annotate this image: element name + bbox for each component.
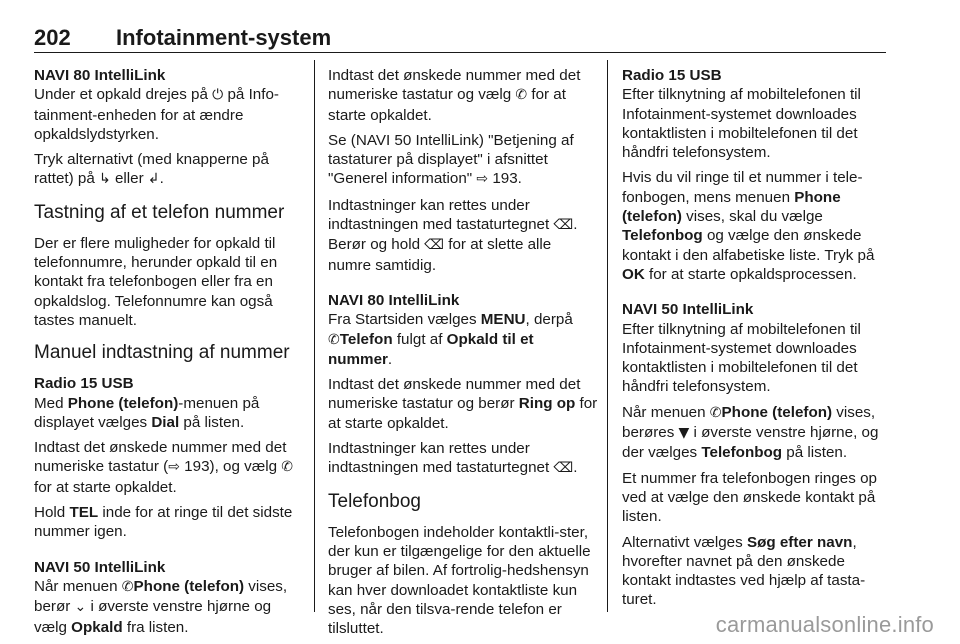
paragraph: Med Phone (telefon)-menuen på displayet vælges Dial på listen. bbox=[34, 394, 260, 431]
subhead-navi80: NAVI 80 IntelliLink bbox=[328, 291, 460, 309]
page-number: 202 bbox=[34, 25, 71, 50]
subhead-navi80: NAVI 80 IntelliLink bbox=[34, 67, 166, 84]
backspace-icon: ⌫ bbox=[553, 217, 574, 234]
paragraph: Et nummer fra telefonbogen ringes op ved at vælge den ønskede kontakt på listen. bbox=[622, 469, 877, 526]
column-right bbox=[622, 66, 894, 616]
subhead-radio: Radio 15 USB bbox=[34, 375, 134, 393]
column-left bbox=[34, 66, 308, 643]
paragraph: Når menuen ✆Phone (telefon) vises, berør ⌄ i øverste venstre hjørne og vælg Opkald fra listen. bbox=[34, 577, 288, 636]
paragraph: Hvis du vil ringe til et nummer i tele-fonbogen, mens menuen Phone (telefon) vises, skal du vælge Telefonbog og vælge den ønskede kontakt i den alfabetiske liste. Tryk på OK for at starte opkaldsprocessen. bbox=[622, 169, 875, 283]
subhead-navi50: NAVI 50 IntelliLink bbox=[34, 558, 166, 576]
paragraph: Se (NAVI 50 IntelliLink) "Betjening af tastaturer på displayet" i afsnittet "Generel information" ⇨ 193. bbox=[328, 131, 574, 188]
column-middle bbox=[328, 66, 598, 644]
paragraph: Efter tilknytning af mobiltelefonen til Infotainment-systemet downloades kontaktlisten i mobiltelefonen til det håndfri telefonsystem. bbox=[622, 320, 861, 396]
reference-icon: ⇨ bbox=[168, 459, 180, 476]
phone-icon: ✆ bbox=[709, 404, 722, 421]
down-arrow-icon: ▼ bbox=[678, 425, 690, 442]
paragraph: Når menuen ✆Phone (telefon) vises, berøres ▼ i øverste venstre hjørne, og der vælges Telefonbog på listen. bbox=[622, 403, 879, 462]
heading-manuel: Manuel indtastning af nummer bbox=[34, 342, 290, 364]
paragraph: Indtast det ønskede nummer med det numeriske tastatur (⇨ 193), og vælg ✆ for at starte opkaldet. bbox=[34, 439, 293, 496]
column-divider bbox=[314, 60, 315, 612]
phone-icon: ✆ bbox=[328, 331, 340, 348]
power-knob-icon: ⏻ bbox=[212, 87, 224, 104]
paragraph: Under et opkald drejes på ⏻ på Info-tainment-enheden for at ændre opkaldslydstyrken. bbox=[34, 86, 279, 143]
page-header bbox=[34, 22, 886, 53]
paragraph: Efter tilknytning af mobiltelefonen til Infotainment-systemet downloades kontaktlisten i mobiltelefonen til det håndfri telefonsystem. bbox=[622, 86, 861, 162]
backspace-icon: ⌫ bbox=[424, 237, 445, 254]
call-icon: ✆ bbox=[515, 87, 528, 104]
paragraph: Der er flere muligheder for opkald til telefonnumre, herunder opkald til en kontakt fra telefonbogen eller fra en opkaldslog. Telefonnumre kan også tastes manuelt. bbox=[34, 234, 278, 329]
paragraph: Alternativt vælges Søg efter navn, hvorefter navnet på den ønskede kontakt indtastes ved hjælp af tasta-turet. bbox=[622, 533, 866, 609]
subhead-navi50: NAVI 50 IntelliLink bbox=[622, 301, 754, 319]
phone-icon: ✆ bbox=[121, 578, 134, 595]
paragraph: Tryk alternativt (med knapperne på rattet) på ↳ eller ↲. bbox=[34, 151, 269, 188]
call-icon: ✆ bbox=[281, 459, 293, 476]
paragraph: Telefonbogen indeholder kontaktli-ster, der kun er tilgængelige for den aktuelle bruger af bilen. Af fortrolig-hedshensyn kan hver downloadet kontaktliste kun ses, når den tilsva-rende telefon er tilsluttet. bbox=[328, 523, 591, 638]
paragraph: Fra Startsiden vælges MENU, derpå ✆Telefon fulgt af Opkald til et nummer. bbox=[328, 311, 573, 368]
chevron-down-icon: ⌄ bbox=[74, 599, 87, 616]
paragraph: Hold TEL inde for at ringe til det sidste nummer igen. bbox=[34, 504, 293, 541]
reference-icon: ⇨ bbox=[476, 171, 489, 188]
column-divider bbox=[607, 60, 608, 612]
chapter-title: Infotainment-system bbox=[116, 25, 332, 50]
volume-down-icon: ↲ bbox=[147, 171, 160, 188]
paragraph: Indtast det ønskede nummer med det numeriske tastatur og vælg ✆ for at starte opkaldet. bbox=[328, 67, 581, 124]
backspace-icon: ⌫ bbox=[553, 460, 574, 477]
heading-tastning: Tastning af et telefon nummer bbox=[34, 201, 285, 223]
paragraph: Indtastninger kan rettes under indtastningen med tastaturtegnet ⌫. bbox=[328, 440, 578, 477]
watermark: carmanualsonline.info bbox=[715, 612, 934, 637]
volume-up-icon: ↳ bbox=[99, 171, 111, 188]
paragraph: Indtastninger kan rettes under indtastningen med tastaturtegnet ⌫. Berør og hold ⌫ for at slette alle numre samtidig. bbox=[328, 196, 578, 274]
paragraph: Indtast det ønskede nummer med det numeriske tastatur og berør Ring op for at starte opkaldet. bbox=[328, 376, 598, 432]
subhead-radio: Radio 15 USB bbox=[622, 67, 722, 84]
heading-telefonbog: Telefonbog bbox=[328, 490, 421, 512]
